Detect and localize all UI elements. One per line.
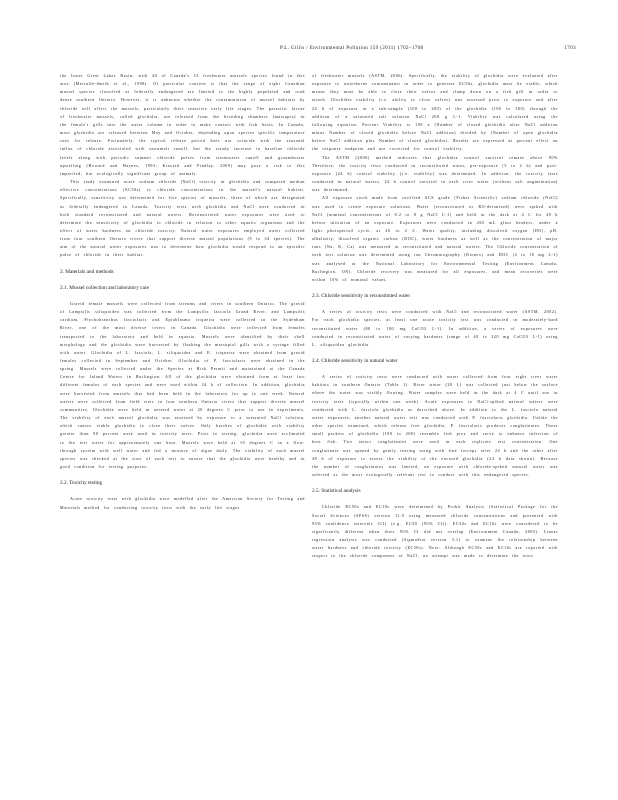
page-number: 1703 (564, 46, 576, 51)
paragraph-viability: of freshwater mussels (ASTM, 2006). Specifically, the viability of glochidia were evaluated after exposure to waterborne contaminants in order to generate EC50s, glochidia must be viable, which means they must be able to close their valves and clamp down on a fish gill in order to attach. Glochidia viability (i.e. ability to close valves) was assessed prior to exposure and after 24 h of exposure in a sub-sample (100 to 200) of the glochidia (100 to 300) through the addition of a saturated salt solution NaCl 200 g L-1. Viability was calculated using the following equation: Percent Viability is 100 x (Number of closed glochidia after NaCl addition minus Number of closed glochidia before NaCl addition) divided by (Number of open glochidia before NaCl addition plus Number of closed glochidia). Results are expressed as percent effect on the response endpoint and are corrected for control viability. (312, 73, 558, 152)
subsection-heading-2-4: 2.4. Chloride sensitivity in natural water (312, 358, 398, 364)
left-column (60, 72, 305, 762)
paragraph-2-3: A series of toxicity tests were conducted with NaCl and reconstituted water (ASTM, 2002). For each glochidia species, at least one acute toxicity test was conducted in moderately-hard reconstituted water (80 to 100 mg CaCO3 L-1). In addition, a series of exposures were conducted in reconstituted water of varying hardness (range of 40 to 320 mg CaCO3 L-1) using L. siliquoidea glochidia. (312, 309, 558, 347)
intro-paragraph-1: the lower Great Lakes Basin, with 40 of Canada's 53 freshwater mussels species found in this area (Metcalfe-Smith et al., 1998). Of particular concern is that the range of eight Canadian mussel species classified as federally endangered are limited to the highly populated and road dense southern Ontario. However, it is unknown whether the contamination of mussel habitats by chloride will affect the mussels, particularly their sensitive early life stages. The parasitic larvae of freshwater mussels, called glochidia, are released from the brooding chambers (marsupia) in the female's gills into the water column in order to make contact with fish hosts. In Canada, most glochidia are released between May and October, depending upon species specific temperature cues for release. Fortunately, the typical release period does not coincide with the seasonal influx of chloride associated with snowmelt runoff, but the steady increase in baseline chloride levels along with periodic summer chloride pulses from stormwater runoff and groundwater upwelling (Howard and Haynes, 1993; Kincaid and Findlay, 2009) may pose a risk to this imperiled, but ecologically significant group of animals. (60, 73, 305, 176)
subsection-heading-2-5: 2.5. Statistical analysis (312, 488, 361, 495)
subsection-heading-2-3: 2.3. Chloride sensitivity in reconstituted water (312, 293, 411, 300)
paragraph-2-4: A series of toxicity tests were conducted with water collected from four eight river water habitats in southern Ontario (Table 1). River water (20 L) was collected just below the surface where the water was visibly flowing. Water samples were held in the dark at 4 C until use in toxicity tests (typically within one week). Acute exposures to NaCl-spiked natural waters were conducted with L. fasciola glochidia as described above. In addition to the L. fasciola natural water exposures, another natural water test was conducted with P. fasciolaris glochidia. Unlike the other species examined, which release free glochidia, P. fasciolaris produces conglutinates. These small packets of glochidia (100 to 200) resemble fish prey and serve to enhance infection of host fish. Two intact conglutinates were used in each replicate test concentration. One conglutinate was opened by gently tearing using with fine forceps after 24 h and the other after 48 h of exposure to assess the viability of the encased glochidia (24 h data shown). Because the number of conglutinates was limited, an exposure with chloride-spiked natural water was selected as the most ecologically relevant test to conduct with this endangered species. (312, 374, 558, 478)
paragraph-2-5: Chloride EC50s and EC10s were determined by Probit Analysis (Statistical Package for the Social Sciences (SPSS) version 11.0 using measured chloride concentrations and presented with 95% confidence intervals (CI) (e.g. EC50 (95% CI)). EC50s and EC10s were considered to be significantly different when their 95% CI did not overlap (Environment Canada, 2005). Linear regression analysis was conducted (SigmaStat version 3.1) to examine the relationship between water hardness and chloride toxicity (EC50s). Note: Although EC50s and EC10s are reported with respect to the chloride component of NaCl, no attempt was made to determine the toxic (312, 504, 558, 559)
paragraph-astm: The ASTM (2006) method indicates that glochidia control survival remain above 90% Therefore, the toxicity tests conducted in reconstituted water, pre-exposure (5 to 2 h) and post-exposure (24 h) control viability (i.e. viability) was determined. In addition, the toxicity tests conducted in natural waters, 24 h control survival in each river water (without salt augmentation) was determined. (312, 154, 558, 193)
subsection-heading-2-1: 2.1. Mussel collection and laboratory care (60, 284, 149, 291)
paragraph-salt-exposure: All exposure stock made from certified ACS grade (Fisher Scientific) sodium chloride (NaCl) was used to create exposure solutions. Water (reconstituted or RO-deionized) were spiked with NaCl (nominal concentrations of 0.2 to 8 g NaCl L-1) and held in the dark at 4 C for 48 h before initiation of an exposure. Exposures were conducted in 265 mL glass beakers, under a light photoperiod cycle, at 20 to 2 C. Water quality, including dissolved oxygen (DO), pH, alkalinity, dissolved organic carbon (DOC), water hardness as well as the concentration of major ions (Na, K, Ca) was measured in reconstituted and natural waters. The Chloride concentration of each test solution was determined using ion Chromatography (Dionex) and DOC (2 to 10 mg L-1) was analysed at the National Laboratory for Environmental Testing (Environment Canada, Burlington, ON). Chloride recovery was measured for all exposures, and mean recoveries were within 10% of nominal values. (312, 195, 558, 282)
subsection-heading-2-2: 2.2. Toxicity testing (60, 480, 103, 487)
right-column (312, 72, 558, 762)
paragraph-2-1: Gravid female mussels were collected from streams and rivers in southern Ontario. The gravid of Lampsilis siliquoidea was collected from the Lampsilis fasciola Grand River, and Lampsilis cardium, Ptychobranchus fasciolaris and Epioblasma triquetra were collected in the Sydenham River, one of the most diverse rivers in Canada. Glochidia were collected from females transported to the laboratory and held in aquaria. Mussels were identified by their shell morphology and the glochidia were harvested by flushing the marsupial gills with a syringe filled with water. Glochidia of L. fasciola, L. siliquoidea and E. triquetra were obtained from gravid females collected in September and October. Glochidia of P. fasciolaris were obtained in the spring. Mussels were collected under the Species at Risk Permit and maintained at the Canada Centre for Inland Waters in Burlington. All of the glochidia were obtained from at least two different females of each species and were used within 24 h of collection. In addition, glochidia were harvested from mussels that had been held in the laboratory for up to one week. Natural waters were collected from field sites in four southern Ontario rivers that support diverse mussel communities. Glochidia were held in aerated water at 20 degrees C prior to use in experiments. The viability of each mussel glochidia was assessed by exposure to a saturated NaCl solution, which causes viable glochidia to close their valves. Only batches of glochidia with viability greater than 90 percent were used in toxicity tests. Prior to testing, glochidia were acclimated to the test water for approximately one hour. Mussels were held at 10 degrees C in a flow-through system with well water and fed a mixture of algae daily. The viability of each mussel species was checked at the start of each test to ensure that the glochidia were healthy and in good condition for testing purposes. (60, 300, 305, 470)
section-heading-methods: 2. Materials and methods (60, 268, 114, 275)
intro-paragraph-2: This study examined acute sodium chloride (NaCl) toxicity in glochidia and compared median effective concentrations (EC50s) to chloride concentrations in the mussel's natural habitat. Specifically, sensitivity was determined for five species of mussels, three of which are designated as federally endangered in Canada. Toxicity tests with glochidia and NaCl were conducted in both standard reconstituted and natural waters. Reconstituted water exposures were used to determine the sensitivity of glochidia to chloride in relation to other aquatic organisms and the effect of water hardness on chloride toxicity. Natural water exposures employed water collected from four southern Ontario rivers that support diverse mussel populations (9 to 34 species). The aim of the natural water exposures was to determine how glochidia would respond to an episodic pulse of chloride in their habitat. (60, 179, 305, 258)
paragraph-2-2: Acute toxicity tests with glochidia were modelled after the American Society for Testing and Materials method for conducting toxicity tests with the early life stages (60, 496, 305, 510)
running-header (42, 46, 576, 56)
journal-citation: P.L. Gillis / Environmental Pollution 159 (2011) 1702–1708 (280, 46, 424, 51)
